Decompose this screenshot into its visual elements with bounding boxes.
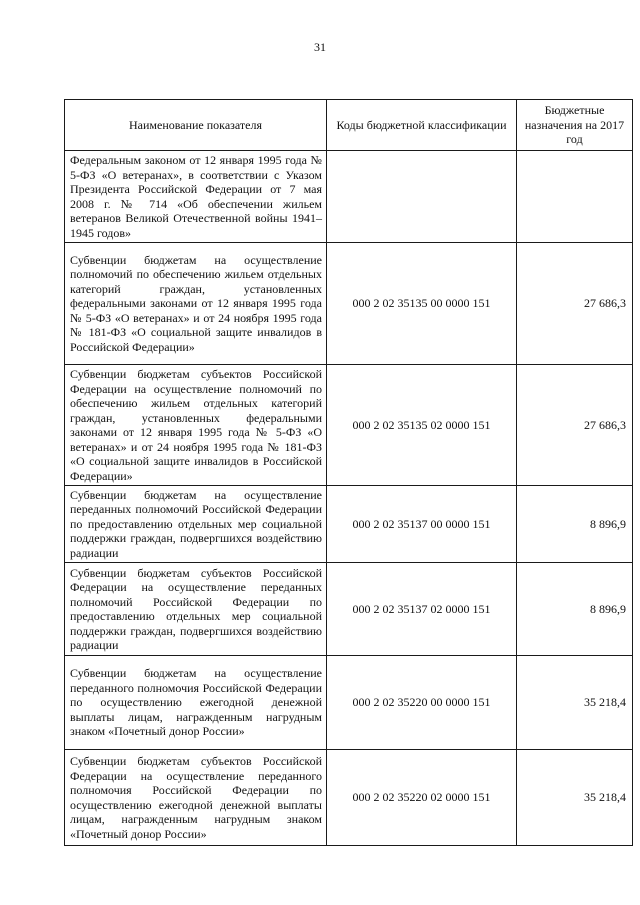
table-row bbox=[65, 563, 633, 656]
page-number: 31 bbox=[314, 40, 326, 54]
table-row bbox=[65, 656, 633, 750]
row-budget-amount: 35 218,4 bbox=[517, 656, 633, 750]
header-indicator-name: Наименование показателя bbox=[65, 100, 327, 151]
row-budget-amount: 27 686,3 bbox=[517, 365, 633, 486]
row-budget-amount: 8 896,9 bbox=[517, 563, 633, 656]
table-row bbox=[65, 486, 633, 563]
row-budget-amount: 27 686,3 bbox=[517, 243, 633, 365]
table-row bbox=[65, 750, 633, 846]
row-budget-code: 000 2 02 35135 00 0000 151 bbox=[327, 243, 517, 365]
row-indicator-name: Субвенции бюджетам субъектов Российской Федерации на осуществление переданного полномочия Российской Федерации по осуществлению ежегодной денежной выплаты лицам, награжденным нагрудным знаком «Почетный донор России» bbox=[65, 750, 327, 846]
row-indicator-name: Субвенции бюджетам субъектов Российской Федерации на осуществление переданных полномочий Российской Федерации по предоставлению отдельных мер социальной поддержки граждан, подвергшихся воздействию радиации bbox=[65, 563, 327, 656]
row-budget-code: 000 2 02 35220 00 0000 151 bbox=[327, 656, 517, 750]
table-row bbox=[65, 365, 633, 486]
row-indicator-name: Федеральным законом от 12 января 1995 года № 5-ФЗ «О ветеранах», в соответствии с Указом Президента Российской Федерации от 7 мая 2008 г. № 714 «Об обеспечении жильем ветеранов Великой Отечественной войны 1941–1945 годов» bbox=[65, 151, 327, 243]
row-indicator-name: Субвенции бюджетам на осуществление полномочий по обеспечению жильем отдельных категорий граждан, установленных федеральными законами от 12 января 1995 года № 5-ФЗ «О ветеранах» и от 24 ноября 1995 года № 181-ФЗ «О социальной защите инвалидов в Российской Федерации» bbox=[65, 243, 327, 365]
table-row bbox=[65, 243, 633, 365]
row-budget-code: 000 2 02 35137 02 0000 151 bbox=[327, 563, 517, 656]
row-indicator-name: Субвенции бюджетам на осуществление переданных полномочий Российской Федерации по предоставлению отдельных мер социальной поддержки граждан, подвергшихся воздействию радиации bbox=[65, 486, 327, 563]
table-header-row bbox=[65, 100, 633, 151]
row-indicator-name: Субвенции бюджетам на осуществление переданного полномочия Российской Федерации по осуществлению ежегодной денежной выплаты лицам, награжденным нагрудным знаком «Почетный донор России» bbox=[65, 656, 327, 750]
row-budget-code: 000 2 02 35220 02 0000 151 bbox=[327, 750, 517, 846]
header-budget-amount: Бюджетные назначения на 2017 год bbox=[517, 100, 633, 151]
header-budget-code: Коды бюджетной классификации bbox=[327, 100, 517, 151]
row-budget-amount: 8 896,9 bbox=[517, 486, 633, 563]
row-budget-code bbox=[327, 151, 517, 243]
budget-table bbox=[64, 99, 633, 846]
row-budget-amount: 35 218,4 bbox=[517, 750, 633, 846]
row-indicator-name: Субвенции бюджетам субъектов Российской Федерации на осуществление полномочий по обеспечению жильем отдельных категорий граждан, установленных федеральными законами от 12 января 1995 года № 5-ФЗ «О ветеранах» и от 24 ноября 1995 года № 181-ФЗ «О социальной защите инвалидов в Российской Федерации» bbox=[65, 365, 327, 486]
row-budget-amount bbox=[517, 151, 633, 243]
row-budget-code: 000 2 02 35137 00 0000 151 bbox=[327, 486, 517, 563]
row-budget-code: 000 2 02 35135 02 0000 151 bbox=[327, 365, 517, 486]
table-row bbox=[65, 151, 633, 243]
